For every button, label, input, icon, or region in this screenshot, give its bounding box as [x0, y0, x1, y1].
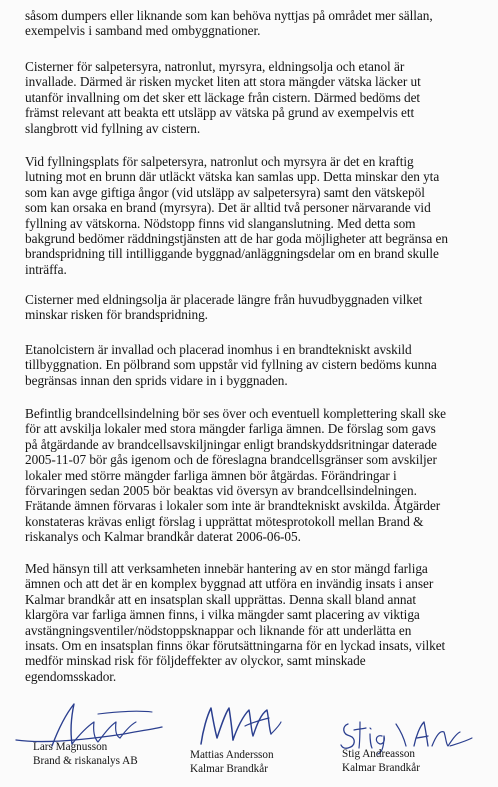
- signer-organization: Kalmar Brandkår: [190, 762, 268, 775]
- paragraph-eldningsolja: Cisterner med eldningsolja är placerade längre från huvudbyggnaden vilket minskar risken för brandspridning.: [25, 292, 423, 323]
- signature-block-stig: [342, 748, 420, 775]
- signature-block-mattias: [190, 749, 274, 776]
- signer-organization: Kalmar Brandkår: [342, 761, 420, 774]
- signer-name: Lars Magnusson: [33, 741, 108, 753]
- signer-name: Mattias Andersson: [190, 749, 274, 761]
- signature-block-lars: [33, 741, 138, 768]
- paragraph-brandcellsindelning: Befintlig brandcellsindelning bör ses över och eventuell komplettering skall ske för att avskilja lokaler med stora mängder farliga ämnen. De förslag som gavs på åtgärdande av brandcellsavskiljningar enligt brandskyddsritningar daterade 2005-11-07 bör gås igenom och de föreslagna brandcellsgränser som avskiljer lokaler med större mängder farliga ämnen bör åtgärdas. Förändringar i förvaringen sedan 2005 bör beaktas vid översyn av brandcellsindelningen. Frätande ämnen förvaras i lokaler som inte är brandtekniskt avskilda. Åtgärder konstateras krävas enligt förslag i upprättat mötesprotokoll mellan Brand & riskanalys och Kalmar brandkår daterat 2006-06-05.: [25, 406, 447, 545]
- paragraph-invallning: Cisterner för salpetersyra, natronlut, myrsyra, eldningsolja och etanol är invallade. Därmed är risken mycket liten att stora mängder vätska läcker ut utanför invallning om det sker ett läckage från cistern. Därmed bedöms det främst relevant att beakta ett utsläpp av vätska på grund av exempelvis ett slangbrott vid fyllning av cistern.: [25, 59, 421, 136]
- paragraph-etanolcistern: Etanolcistern är invallad och placerad inomhus i en brandtekniskt avskild tillbyggnation. En pölbrand som uppstår vid fyllning av cistern bedöms kunna begränsas innan den sprids vidare in i byggnaden.: [25, 342, 437, 388]
- paragraph-insatsplan: Med hänsyn till att verksamheten innebär hantering av en stor mängd farliga ämnen och att det är en komplex byggnad att utföra en invändig insats i anser Kalmar brandkår att en insatsplan skall upprättas. Denna skall bland annat klargöra var farliga ämnen finns, i vilka mängder samt placering av viktiga avstängningsventiler/nödstoppsknappar och liknande för att underlätta en insats. Om en insatsplan finns ökar förutsättningarna för en lyckad insats, vilket medför minskad risk för följdeffekter av olyckor, samt minskade egendomsskador.: [25, 561, 446, 684]
- paragraph-dumpers: såsom dumpers eller liknande som kan behöva nyttjas på området mer sällan, exempelvis i samband med ombyggnationer.: [25, 8, 433, 39]
- signer-name: Stig Andreasson: [342, 748, 416, 760]
- signer-organization: Brand & riskanalys AB: [33, 754, 138, 767]
- paragraph-fyllningsplats: Vid fyllningsplats för salpetersyra, natronlut och myrsyra är det en kraftig lutning mot en brunn där utläckt vätska kan samlas upp. Detta minskar den yta som kan avge giftiga ångor (vid utsläpp av salpetersyra) samt den vätskepöl som kan orsaka en brand (myrsyra). Det är alltid två personer närvarande vid fyllning av vätskorna. Nödstopp finns vid slanganslutning. Med detta som bakgrund bedömer räddningstjänsten att de har goda möjligheter att begränsa en brandspridning till intilliggande byggnad/anläggningsdelar om en brand skulle inträffa.: [25, 154, 448, 277]
- signature-mattias-andersson-image: [195, 700, 285, 755]
